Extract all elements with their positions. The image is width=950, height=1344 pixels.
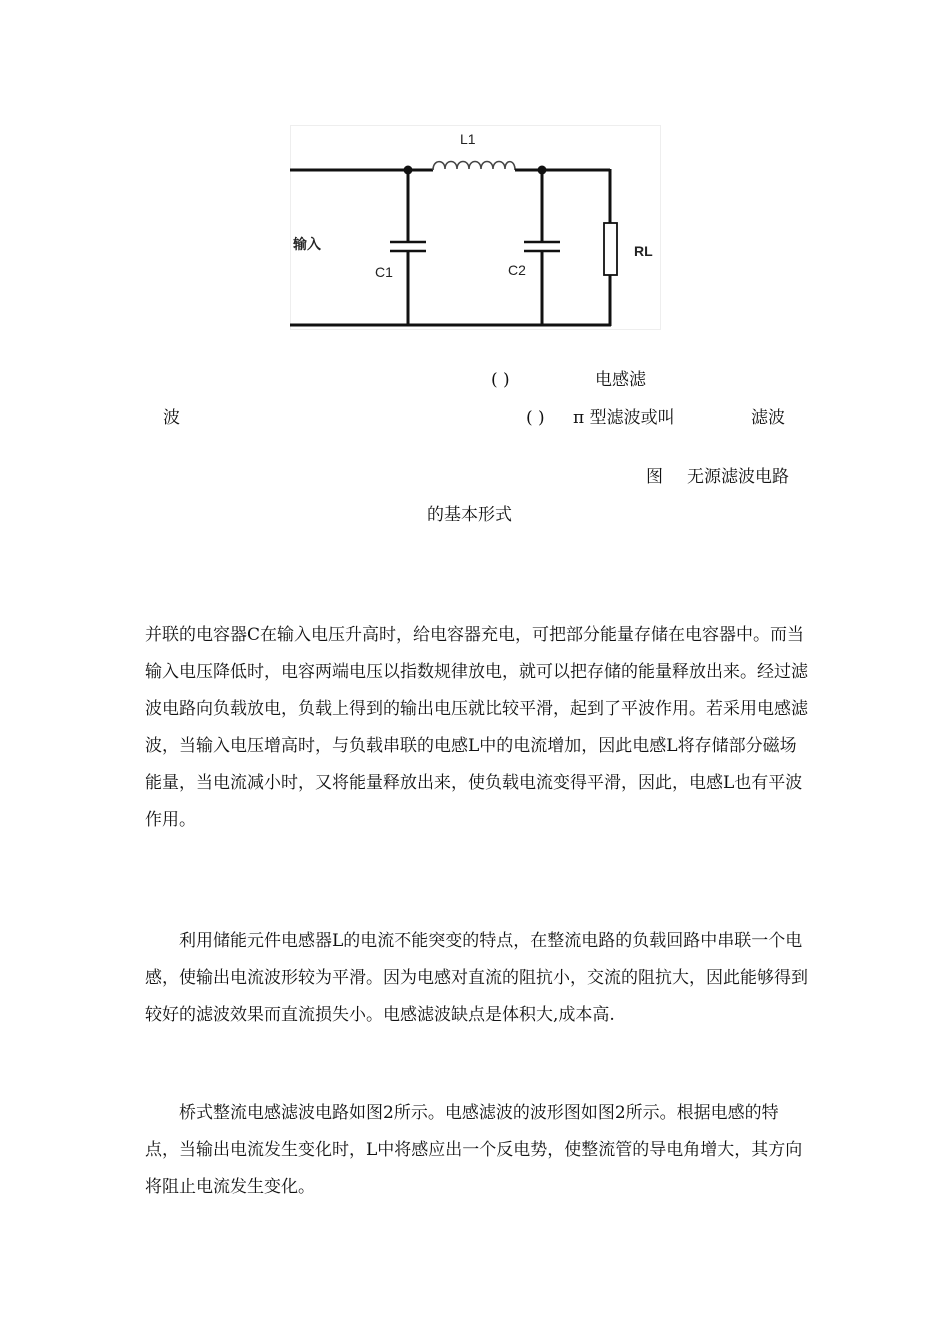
- caption-fig: 图: [646, 467, 663, 487]
- resistor-rl-body: [604, 223, 617, 275]
- paragraph-smoothing: 并联的电容器C在输入电压升高时，给电容器充电，可把部分能量存储在电容器中。而当输入电压降低时，电容两端电压以指数规律放电，就可以把存储的能量释放出来。经过滤波电路向负载放电，负载上得到的输出电压就比较平滑，起到了平波作用。若采用电感滤波，当输入电压增高时，与负载串联的电感L中的电流增加，因此电感L将存储部分磁场能量，当电流减小时，又将能量释放出来，使负载电流变得平滑，因此，电感L也有平波作用。: [145, 625, 808, 830]
- caption-wave: 波: [163, 408, 180, 428]
- caption-title-a: 无源滤波电路: [687, 467, 789, 487]
- filter-circuit-diagram: [290, 125, 661, 330]
- caption-title-b: 的基本形式: [427, 505, 512, 525]
- paragraph-bridge-rectifier: 桥式整流电感滤波电路如图2所示。电感滤波的波形图如图2所示。根据电感的特点，当输出电流发生变化时，L中将感应出一个反电势，使整流管的导电角增大，其方向将阻止电流发生变化。: [145, 1103, 803, 1197]
- paragraph-inductor-filter: 利用储能元件电感器L的电流不能突变的特点，在整流电路的负载回路中串联一个电感，使输出电流波形较为平滑。因为电感对直流的阻抗小，交流的阻抗大，因此能够得到较好的滤波效果而直流损失小。电感滤波缺点是体积大,成本高.: [145, 931, 808, 1025]
- label-c1: C1: [375, 264, 393, 280]
- filter-circuit-figure: [290, 125, 661, 330]
- label-l1: L1: [460, 131, 476, 147]
- caption-paren-2: ( ): [526, 408, 545, 428]
- caption-paren-1: ( ): [491, 370, 510, 390]
- caption-inductor-filter: 电感滤: [595, 370, 646, 390]
- caption-pi-filter: π 型滤波或叫: [573, 408, 675, 428]
- label-input: 输入: [293, 236, 321, 252]
- label-rl: RL: [634, 243, 653, 259]
- caption-filter-wave: 滤波: [751, 408, 785, 428]
- label-c2: C2: [508, 262, 526, 278]
